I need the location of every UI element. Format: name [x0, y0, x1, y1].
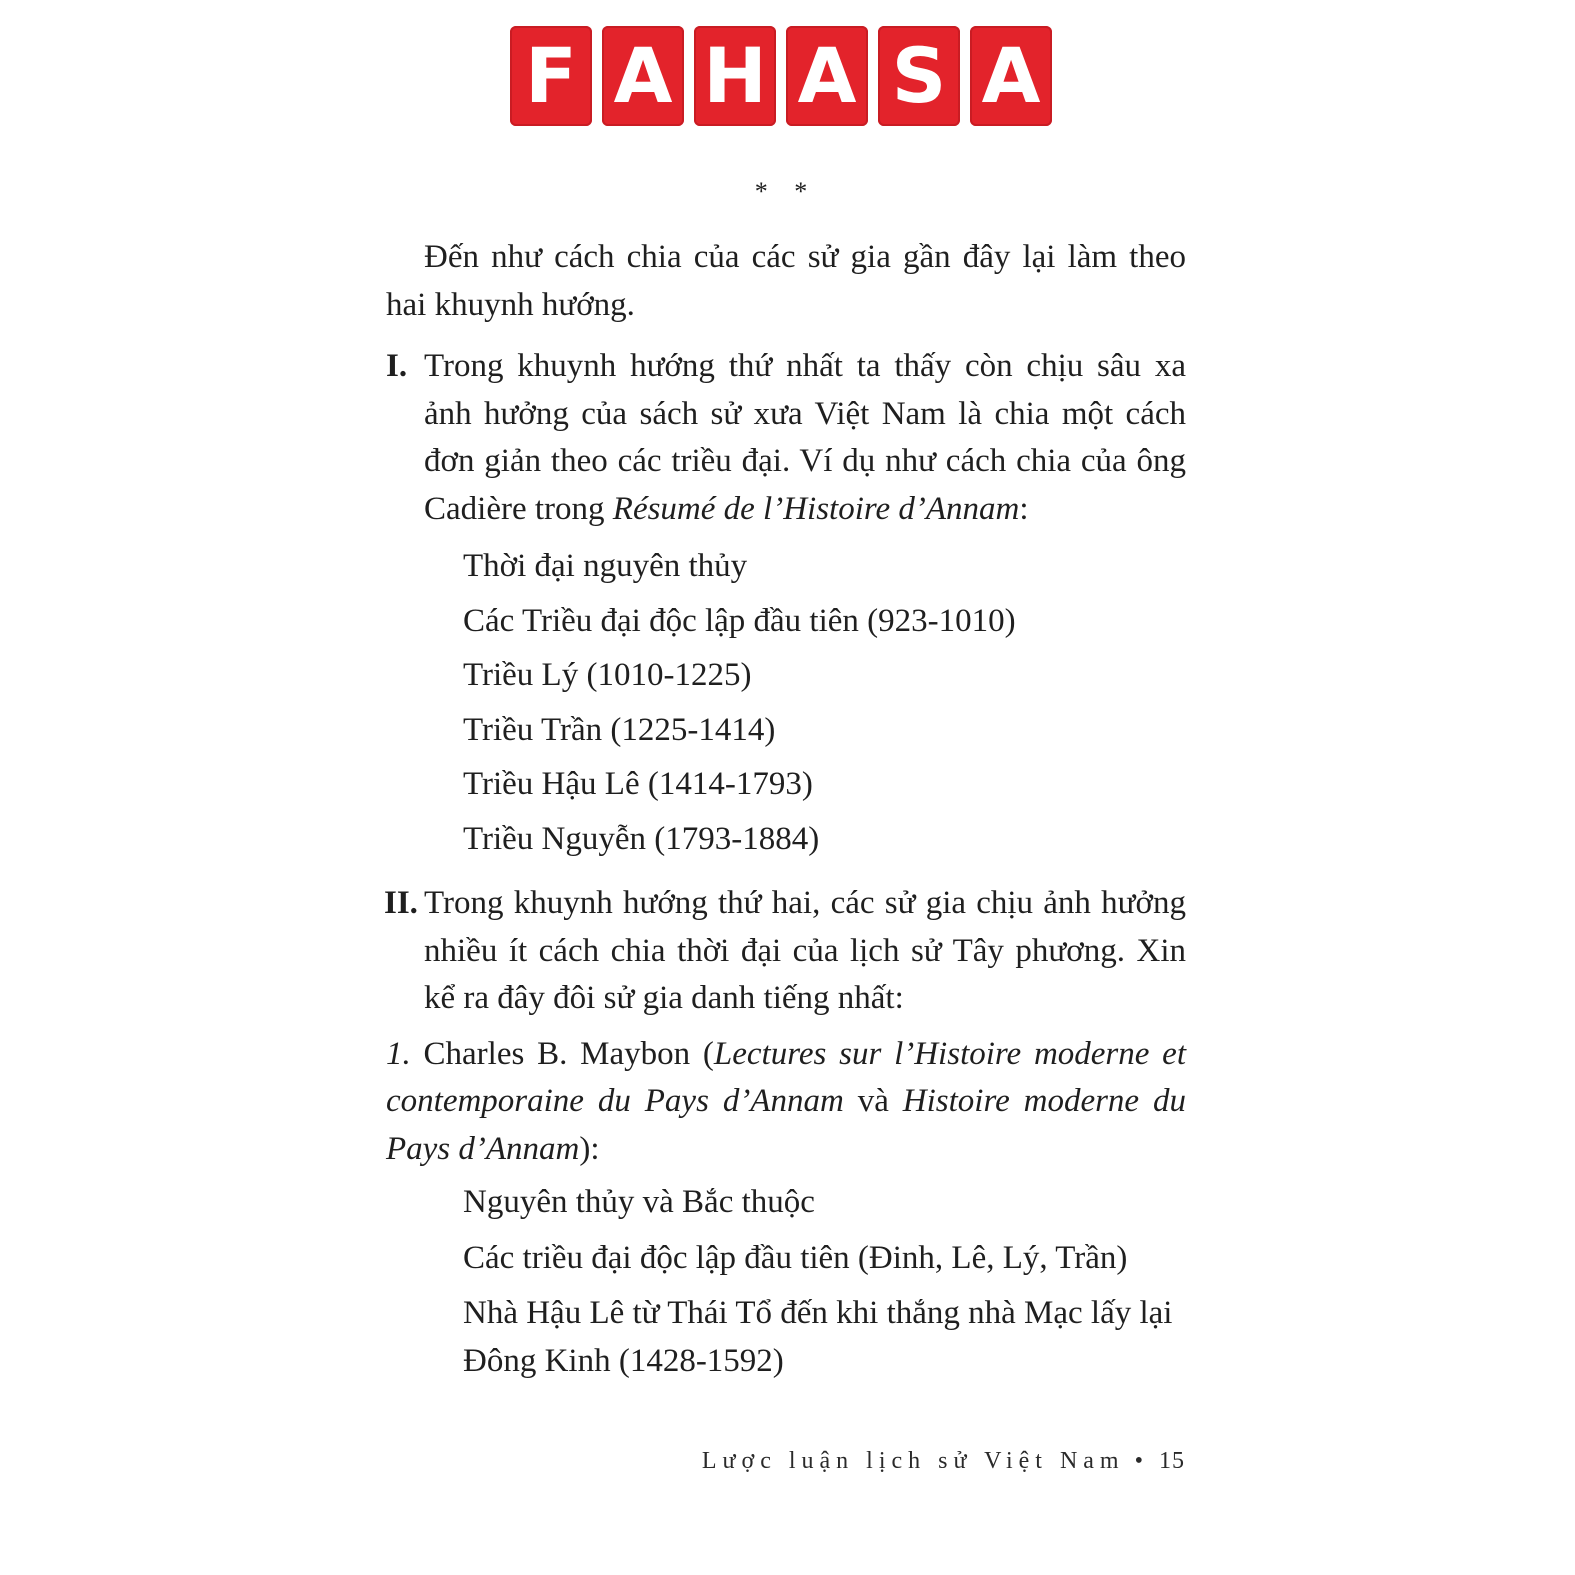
section-two [386, 880, 1186, 1023]
list-item: Nguyên thủy và Bắc thuộc [463, 1184, 815, 1220]
book-title: Lectures sur l’Histoire moderne et contemporaine du Pays d’Annam [386, 1035, 1186, 1119]
author-name: Charles B. Maybon ( [410, 1035, 714, 1072]
list-item: Các Triều đại độc lập đầu tiên (923-1010) [463, 602, 1016, 639]
book-page [386, 172, 1186, 1393]
list-item: Triều Nguyễn (1793-1884) [463, 820, 820, 857]
list-item: Triều Trần (1225-1414) [463, 711, 776, 748]
section-text: Trong khuynh hướng thứ hai, các sử gia chịu ảnh hưởng nhiều ít cách chia thời đại của lịch sử Tây phương. Xin kể ra đây đôi sử gia danh tiếng nhất: [424, 885, 1186, 1016]
book-title: Résumé de l’Histoire d’Annam [612, 490, 1020, 527]
logo-letter: A [981, 31, 1041, 120]
logo-letter: S [891, 31, 947, 120]
subsection-number: 1. [386, 1035, 411, 1072]
section-separator: * * [754, 177, 818, 206]
list-item: Các triều đại độc lập đầu tiên (Đinh, Lê, Lý, Trần) [463, 1239, 1128, 1276]
subsection-one [386, 1031, 1186, 1174]
logo-tile [602, 26, 684, 126]
list-item: Thời đại nguyên thủy [463, 548, 748, 584]
section-number: II. [384, 885, 418, 921]
logo-letter: H [703, 31, 767, 120]
page-footer [702, 1448, 1185, 1475]
logo-tile [694, 26, 776, 126]
logo-tile [510, 26, 592, 126]
logo-tile [878, 26, 960, 126]
list-item: Triều Hậu Lê (1414-1793) [463, 766, 813, 802]
logo-letter: F [525, 31, 577, 120]
conjunction: và [843, 1083, 903, 1119]
page-number: 15 [1159, 1448, 1185, 1474]
logo-tile [970, 26, 1052, 126]
section-one [386, 343, 1186, 533]
bullet-separator: • [1134, 1448, 1143, 1474]
list-item: Triều Lý (1010-1225) [463, 657, 752, 693]
period-list [386, 539, 1186, 866]
logo-letter: A [797, 31, 857, 120]
book-title: Histoire moderne du Pays d’Annam [386, 1083, 1186, 1167]
fahasa-logo [510, 26, 1052, 126]
logo-tile [786, 26, 868, 126]
section-number: I. [386, 348, 408, 384]
section-text-end: : [1019, 490, 1029, 527]
section-text: Trong khuynh hướng thứ nhất ta thấy còn chịu sâu xa ảnh hưởng của sách sử xưa Việt Nam là chia một cách đơn giản theo các triều đại. Ví dụ như cách chia của ông Cadière trong [424, 348, 1186, 527]
logo-letter: A [613, 31, 673, 120]
list-item: Nhà Hậu Lê từ Thái Tổ đến khi thắng nhà Mạc lấy lại Đông Kinh (1428-1592) [463, 1295, 1173, 1379]
closing: ): [579, 1130, 600, 1167]
intro-paragraph: Đến như cách chia của các sử gia gần đây lại làm theo hai khuynh hướng. [386, 239, 1186, 323]
running-title: Lược luận lịch sử Việt Nam [701, 1448, 1125, 1474]
period-list [386, 1179, 1186, 1385]
